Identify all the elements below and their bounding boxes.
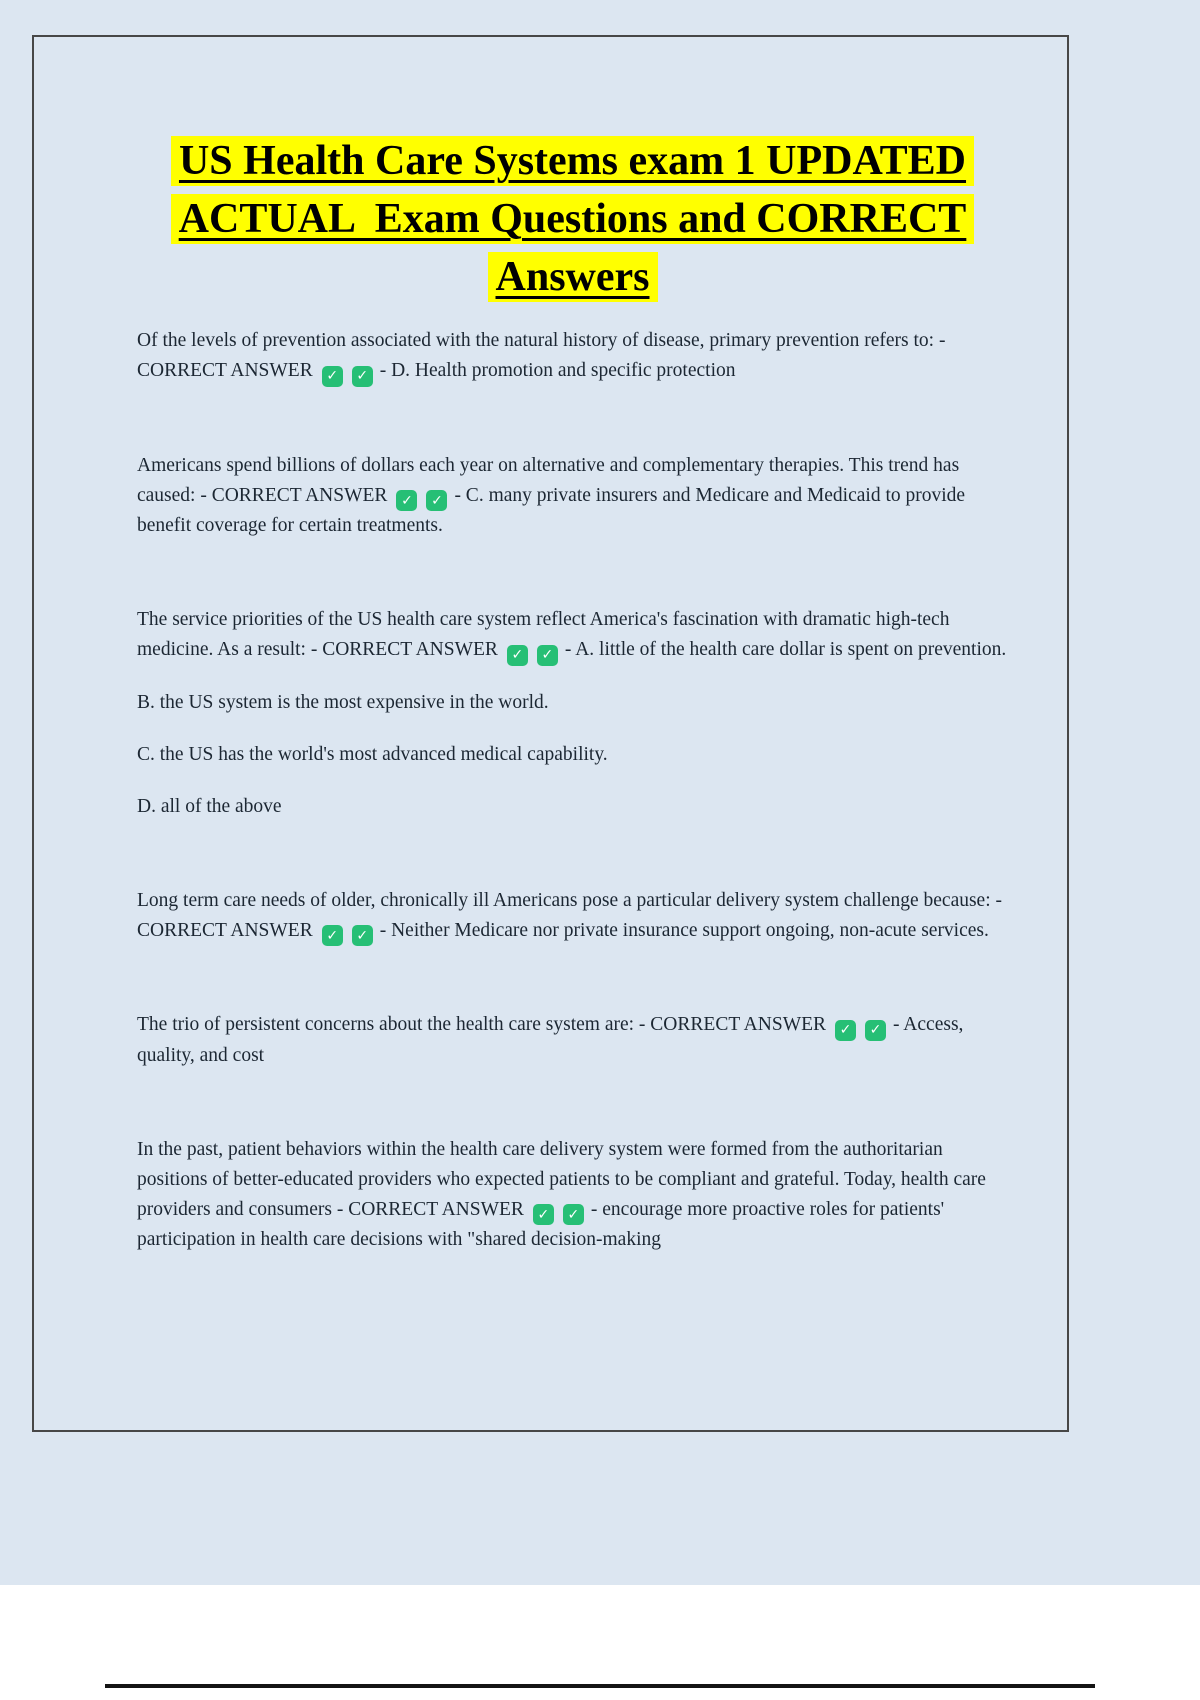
checkmark-icon: ✓ [322,925,343,946]
question-text: The trio of persistent concerns about the health care system are: - CORRECT ANSWER [137,1014,827,1035]
answer-text: - Access, quality, and cost [137,1014,964,1066]
checkmark-icon: ✓ [835,1020,856,1041]
page-content [34,132,1067,1255]
option-line [137,688,1008,718]
title-line-3: Answers [137,248,1008,306]
document-title [137,132,1008,306]
answer-text: - A. little of the health care dollar is spent on prevention. [564,639,1007,660]
question-text: The service priorities of the US health care system reflect America's fascination with dramatic high-tech medicine. As a result: - CORRECT ANSWER [137,609,950,660]
correct-answer-checkmarks [322,360,373,384]
qa-paragraph [137,1010,1008,1071]
checkmark-icon: ✓ [396,490,417,511]
question-text: Of the levels of prevention associated with the natural history of disease, primary prevention refers to: - CORRECT ANSWER [137,330,946,381]
option-text: B. the US system is the most expensive in the world. [137,691,549,713]
correct-answer-checkmarks [322,920,373,944]
option-line [137,792,1008,822]
checkmark-icon: ✓ [352,366,373,387]
question-text: Americans spend billions of dollars each year on alternative and complementary therapies. This trend has caused: - CORRECT ANSWER [137,454,960,506]
page-separator [105,1684,1095,1688]
page-border-frame [32,35,1069,1432]
correct-answer-checkmarks [396,485,447,509]
qa-paragraph [137,886,1008,947]
checkmark-icon: ✓ [865,1020,886,1041]
answer-text: - encourage more proactive roles for patients' participation in health care decisions with "shared decision-making [137,1198,945,1250]
checkmark-icon: ✓ [537,645,558,666]
checkmark-icon: ✓ [563,1204,584,1225]
correct-answer-checkmarks [507,639,558,663]
option-text: D. all of the above [137,795,282,817]
qa-paragraph [137,1135,1008,1256]
option-text: C. the US has the world's most advanced medical capability. [137,743,608,765]
qa-paragraph [137,451,1008,542]
checkmark-icon: ✓ [352,925,373,946]
question-text: In the past, patient behaviors within the health care delivery system were formed from the authoritarian positions of better-educated providers who expected patients to be compliant and grateful. Today, health care providers and consumers - CORRECT ANSWER [137,1138,986,1220]
option-line [137,740,1008,770]
checkmark-icon: ✓ [426,490,447,511]
answer-text: - C. many private insurers and Medicare and Medicaid to provide benefit coverage for certain treatments. [137,484,966,536]
qa-paragraph [137,605,1008,666]
correct-answer-checkmarks [533,1199,584,1223]
question-text: Long term care needs of older, chronically ill Americans pose a particular delivery system challenge because: - CORRECT ANSWER [137,889,1002,941]
checkmark-icon: ✓ [322,366,343,387]
answer-text: - D. Health promotion and specific protection [379,360,736,381]
checkmark-icon: ✓ [507,645,528,666]
page-bottom-margin [0,1585,1200,1700]
title-line-1: US Health Care Systems exam 1 UPDATED [137,132,1008,190]
correct-answer-checkmarks [835,1014,886,1038]
qa-paragraph [137,326,1008,387]
checkmark-icon: ✓ [533,1204,554,1225]
answer-text: - Neither Medicare nor private insurance support ongoing, non-acute services. [379,919,989,941]
title-line-2: ACTUAL Exam Questions and CORRECT [137,190,1008,248]
